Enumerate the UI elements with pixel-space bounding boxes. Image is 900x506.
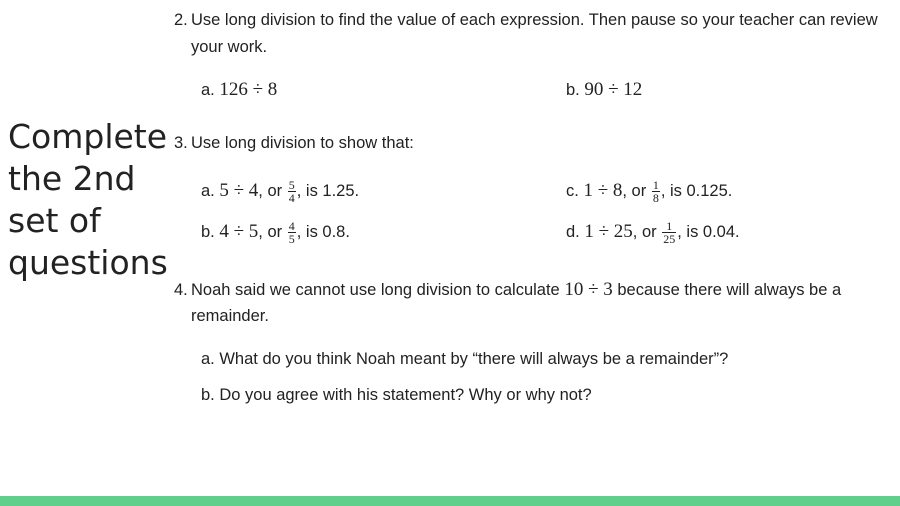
math-expression: 1 ÷ 8 xyxy=(583,179,623,201)
or-text: , or xyxy=(632,222,657,241)
fraction-numerator: 4 xyxy=(288,219,295,233)
question-2a xyxy=(201,79,277,101)
item-label: a. xyxy=(201,181,215,200)
or-text: , or xyxy=(258,222,283,241)
fraction xyxy=(662,220,676,245)
math-expression: 4 ÷ 5 xyxy=(219,220,259,242)
fraction-numerator: 5 xyxy=(288,178,295,192)
fraction-denominator: 8 xyxy=(652,191,659,205)
or-text: , or xyxy=(622,181,647,200)
slide-title-line: Complete xyxy=(8,117,168,156)
slide-title-line: questions xyxy=(8,243,168,282)
question-number: 4. xyxy=(174,281,188,299)
slide-title-line: set of xyxy=(8,201,101,240)
fraction-numerator: 1 xyxy=(662,220,676,233)
question-4b: b. Do you agree with his statement? Why or why not? xyxy=(201,386,592,404)
slide-title xyxy=(8,116,168,284)
fraction xyxy=(288,220,296,245)
item-label: a. xyxy=(201,81,215,99)
question-number: 2. xyxy=(174,11,188,29)
math-expression: 1 ÷ 25 xyxy=(584,220,633,242)
question-3b xyxy=(201,220,350,245)
fraction-numerator: 1 xyxy=(652,178,659,192)
result-text: , is 0.04. xyxy=(677,222,740,241)
math-expression: 126 ÷ 8 xyxy=(219,79,278,100)
question-4a: a. What do you think Noah meant by “there will always be a remainder”? xyxy=(201,350,729,368)
math-expression: 10 ÷ 3 xyxy=(564,279,613,300)
fraction xyxy=(652,179,660,204)
question-text-continued: your work. xyxy=(191,38,268,56)
math-expression: 90 ÷ 12 xyxy=(584,79,643,100)
item-label: d. xyxy=(566,222,580,241)
fraction xyxy=(288,179,296,204)
item-label: b. xyxy=(566,81,580,99)
question-text-continued: remainder. xyxy=(191,307,269,325)
question-text xyxy=(191,277,891,303)
question-number: 3. xyxy=(174,134,188,152)
result-text: , is 1.25. xyxy=(296,181,360,200)
item-label: b. xyxy=(201,222,215,241)
fraction-denominator: 25 xyxy=(663,232,676,246)
bottom-accent-bar xyxy=(0,496,900,506)
math-expression: 5 ÷ 4 xyxy=(219,179,259,201)
result-text: , is 0.125. xyxy=(660,181,733,200)
result-text: , is 0.8. xyxy=(296,222,350,241)
slide-title-line: the 2nd xyxy=(8,159,136,198)
question-text-start: Noah said we cannot use long division to calculate xyxy=(191,281,560,299)
question-3d xyxy=(566,220,740,245)
question-text: Use long division to show that: xyxy=(191,134,414,152)
question-3a xyxy=(201,179,359,204)
item-label: c. xyxy=(566,181,579,200)
question-2b xyxy=(566,79,642,101)
question-text: Use long division to find the value of each expression. Then pause so your teacher can review xyxy=(191,11,878,29)
or-text: , or xyxy=(258,181,283,200)
question-text-end: because there will always be a xyxy=(617,281,842,299)
fraction-denominator: 5 xyxy=(288,232,295,246)
fraction-denominator: 4 xyxy=(288,191,295,205)
question-3c xyxy=(566,179,732,204)
